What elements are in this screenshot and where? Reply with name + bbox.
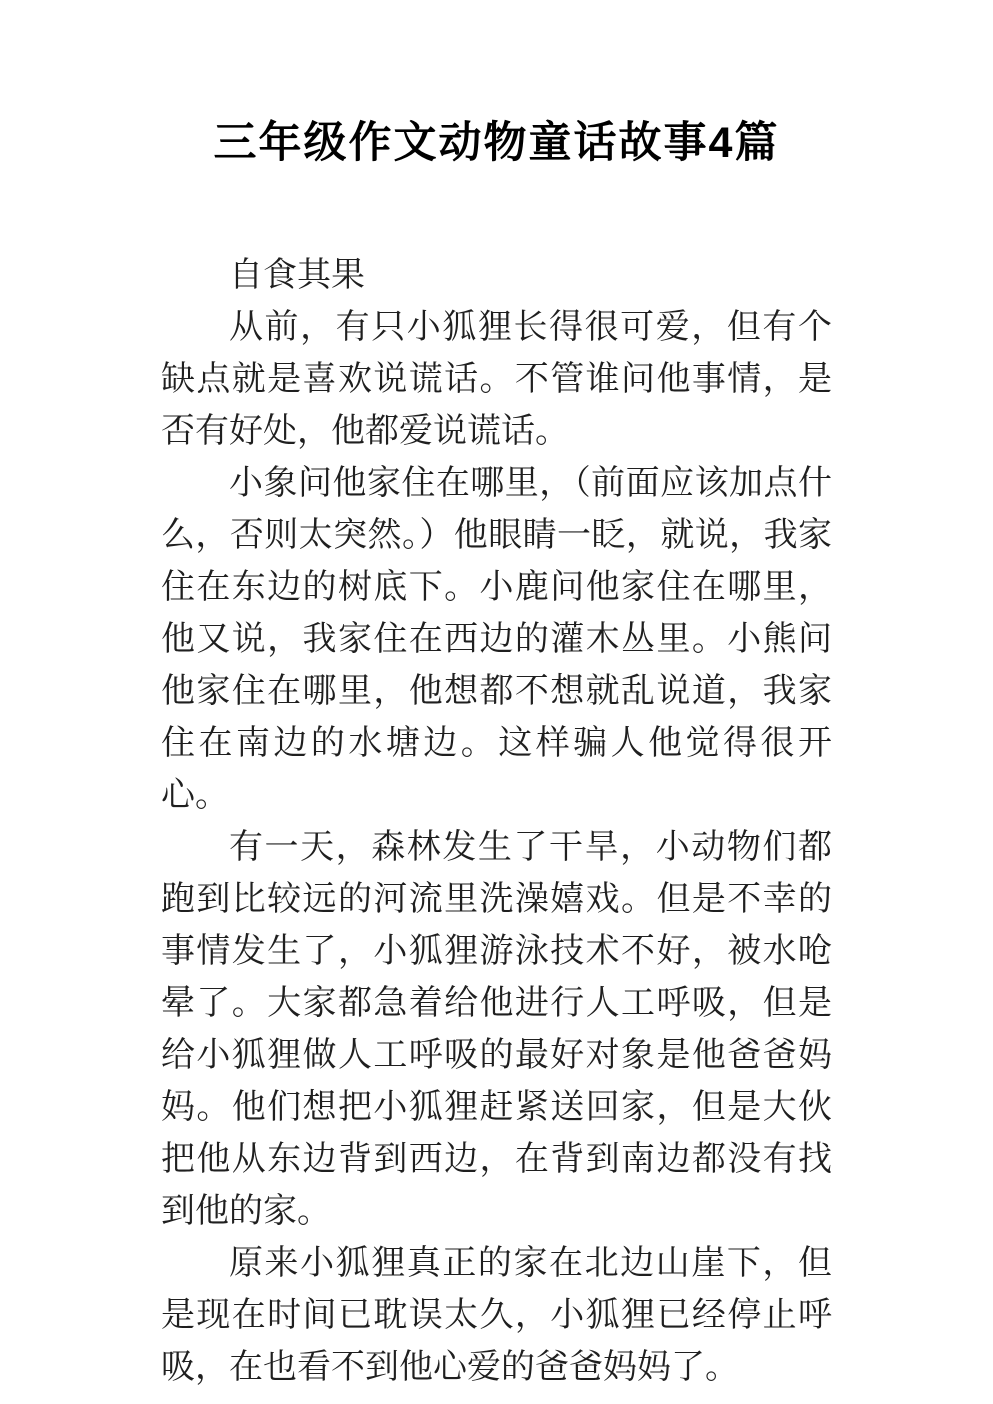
paragraph: 原来小狐狸真正的家在北边山崖下，但是现在时间已耽误太久，小狐狸已经停止呼吸，在也看不到他心爱的爸爸妈妈了。 [161, 1245, 832, 1386]
document-title: 三年级作文动物童话故事4篇 [213, 119, 780, 167]
paragraph: 自食其果 [229, 257, 365, 294]
paragraph: 从前，有只小狐狸长得很可爱，但有个缺点就是喜欢说谎话。不管谁问他事情，是否有好处，他都爱说谎话。 [161, 309, 832, 450]
paragraph: 有一天，森林发生了干旱，小动物们都跑到比较远的河流里洗澡嬉戏。但是不幸的事情发生了，小狐狸游泳技术不好，被水呛晕了。大家都急着给他进行人工呼吸，但是给小狐狸做人工呼吸的最好对象是他爸爸妈妈。他们想把小狐狸赶紧送回家，但是大伙把他从东边背到西边，在背到南边都没有找到他的家。 [161, 829, 832, 1230]
document-body [161, 250, 832, 1394]
paragraph: 小象问他家住在哪里，（前面应该加点什么，否则太突然。）他眼睛一眨，就说，我家住在东边的树底下。小鹿问他家住在哪里，他又说，我家住在西边的灌木丛里。小熊问他家住在哪里，他想都不想就乱说道，我家住在南边的水塘边。这样骗人他觉得很开心。 [161, 465, 832, 814]
